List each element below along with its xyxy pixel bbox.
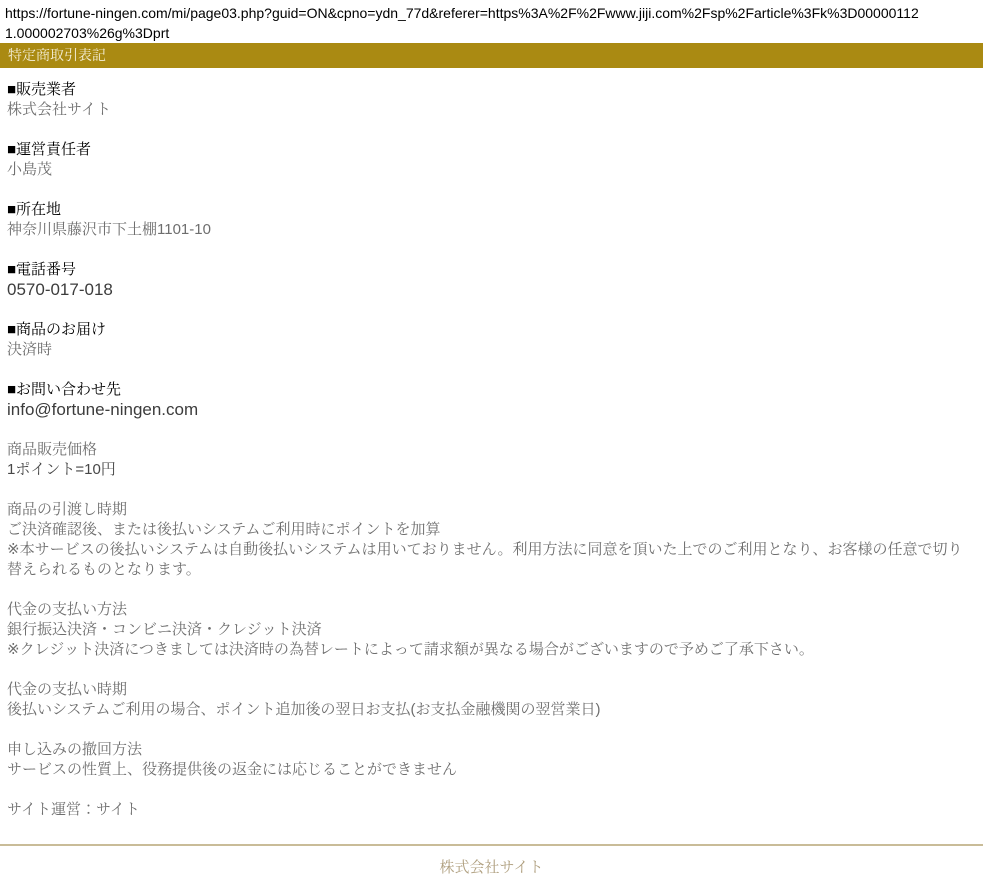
section-value: 決済時 bbox=[7, 341, 53, 358]
section-value: 後払いシステムご利用の場合、ポイント追加後の翌日お支払(お支払金融機関の翌営業日) bbox=[7, 701, 601, 718]
section-heading: サイト運営：サイト bbox=[7, 801, 140, 818]
section-seller bbox=[7, 80, 976, 120]
section-value: 神奈川県藤沢市下土棚1101-10 bbox=[7, 221, 211, 238]
page-title: 特定商取引表記 bbox=[8, 47, 106, 63]
section-heading: 申し込みの撤回方法 bbox=[7, 741, 143, 758]
section-value: ご決済確認後、または後払いシステムご利用時にポイントを加算 bbox=[7, 521, 441, 538]
contact-email: info@fortune-ningen.com bbox=[7, 400, 199, 419]
section-cancellation bbox=[7, 740, 976, 780]
section-value: 株式会社サイト bbox=[7, 101, 111, 118]
section-payment-method bbox=[7, 600, 976, 660]
section-heading: 商品販売価格 bbox=[7, 441, 98, 458]
section-phone bbox=[7, 260, 976, 300]
footer-company-name: 株式会社サイト bbox=[439, 859, 544, 876]
section-manager bbox=[7, 140, 976, 180]
section-value: 1ポイント=10円 bbox=[7, 461, 116, 478]
section-payment-timing bbox=[7, 680, 976, 720]
section-note: ※クレジット決済につきましては決済時の為替レートによって請求額が異なる場合がございますので予めご了承下さい。 bbox=[7, 641, 814, 658]
main-content bbox=[0, 68, 983, 844]
section-heading: 商品の引渡し時期 bbox=[7, 501, 128, 518]
url-line-1: https://fortune-ningen.com/mi/page03.php?guid=ON&cpno=ydn_77d&referer=https%3A%2F%2Fwww.jiji.com%2Fsp%2Farticle%3Fk%3D00000112 bbox=[5, 5, 919, 21]
section-site-operator bbox=[7, 800, 976, 820]
phone-number: 0570-017-018 bbox=[7, 280, 113, 299]
section-heading: 代金の支払い方法 bbox=[7, 601, 128, 618]
section-heading: ■お問い合わせ先 bbox=[7, 381, 122, 398]
section-contact bbox=[7, 380, 976, 420]
section-value: 銀行振込決済・コンビニ決済・クレジット決済 bbox=[7, 621, 322, 638]
section-heading: ■電話番号 bbox=[7, 261, 77, 278]
section-delivery bbox=[7, 320, 976, 360]
page-header-bar bbox=[0, 43, 983, 68]
page-url-text bbox=[0, 0, 983, 43]
section-value: 小島茂 bbox=[7, 161, 53, 178]
section-heading: 代金の支払い時期 bbox=[7, 681, 128, 698]
footer bbox=[0, 844, 983, 886]
url-line-2: 1.000002703%26g%3Dprt bbox=[5, 25, 170, 41]
section-value: サービスの性質上、役務提供後の返金には応じることができません bbox=[7, 761, 458, 778]
section-heading: ■所在地 bbox=[7, 201, 62, 218]
section-heading: ■商品のお届け bbox=[7, 321, 107, 338]
section-delivery-time bbox=[7, 500, 976, 580]
section-heading: ■販売業者 bbox=[7, 81, 77, 98]
section-note: ※本サービスの後払いシステムは自動後払いシステムは用いておりません。利用方法に同意を頂いた上でのご利用となり、お客様の任意で切り替えられるものとなります。 bbox=[7, 541, 963, 578]
section-address bbox=[7, 200, 976, 240]
section-heading: ■運営責任者 bbox=[7, 141, 92, 158]
section-price bbox=[7, 440, 976, 480]
